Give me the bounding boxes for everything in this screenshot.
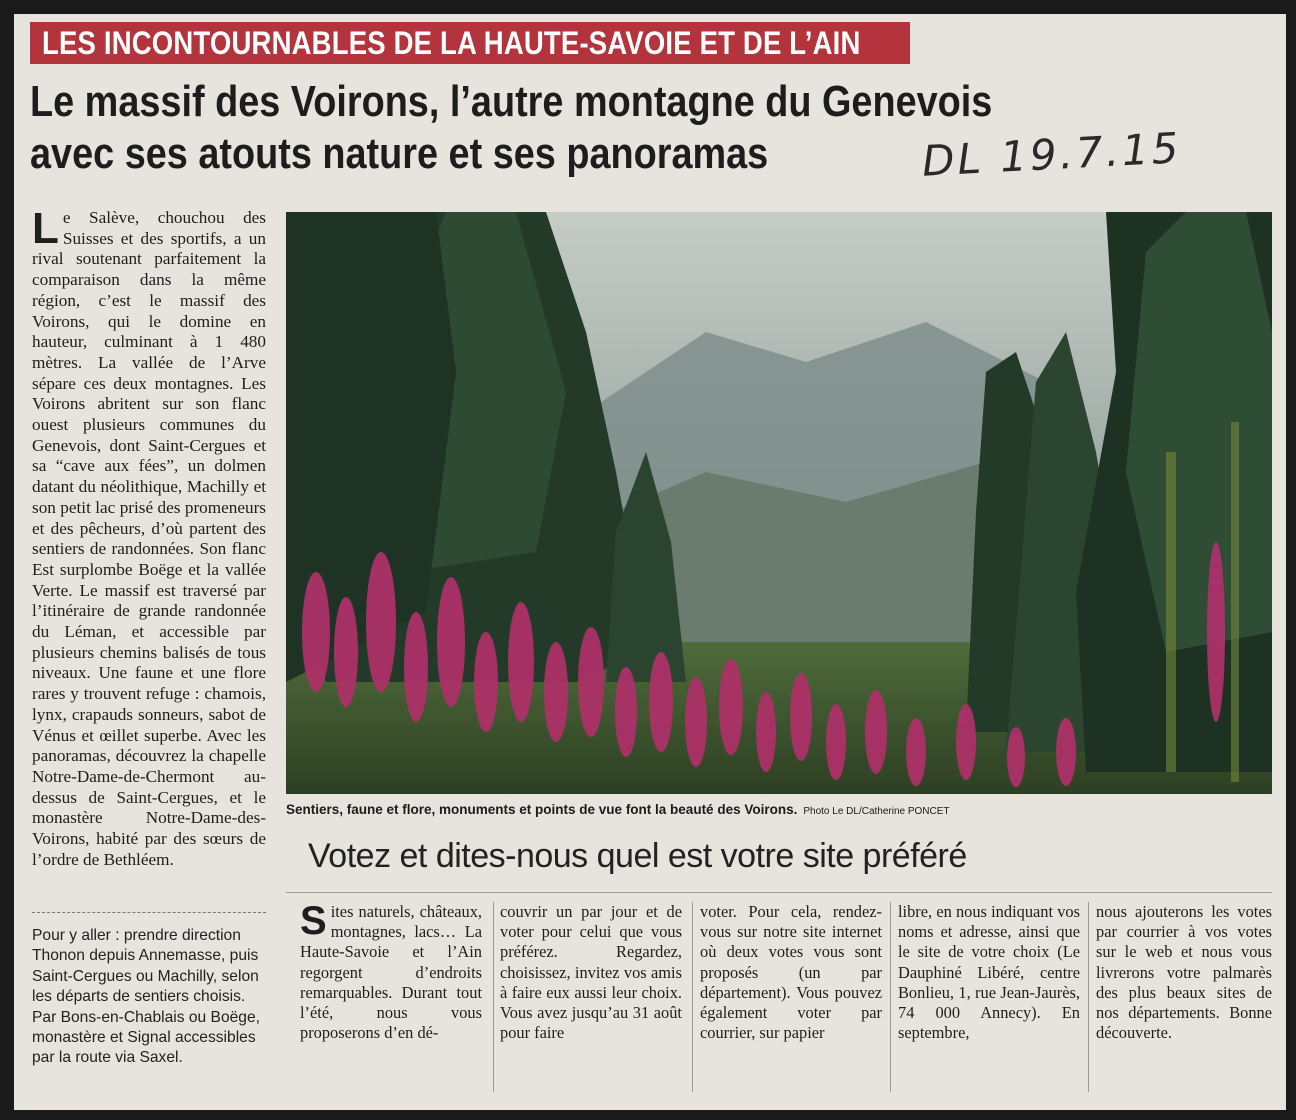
vote-rule xyxy=(286,892,1272,893)
vote-column-1 xyxy=(300,899,482,1043)
vote-title: Votez et dites-nous quel est votre site préféré xyxy=(308,837,967,875)
headline-line-2: avec ses atouts nature et ses panoramas xyxy=(30,129,769,178)
article-text: e Salève, chouchou des Suisses et des sportifs, a un rival soutenant parfaitement la comparaison dans la même région, c’est le massif des Voirons, qui le domine en hauteur, culminant à 1 480 mètres. La vallée de l’Arve sépare ces deux montagnes. Les Voirons abritent sur son flanc ouest plusieurs communes du Genevois, dont Saint-Cergues et sa “cave aux fées”, un dolmen datant du néolithique, Machilly et son petit lac prisé des promeneurs et des pêcheurs, d’où partent des sentiers de randonnées. Son flanc Est surplombe Boëge et la vallée Verte. Le massif est traversé par l’itinéraire de grande randonnée du Léman, et accessible par plusieurs chemins balisés de tous niveaux. Une faune et une flore rares y trouvent refuge : chamois, lynx, crapauds sonneurs, sabot de Vénus et œillet superbe. Avec les panoramas, découvrez la chapelle Notre-Dame-de-Chermont au-dessus de Saint-Cergues, et le monastère Notre-Dame-des-Voirons, habité par des sœurs de l’ordre de Bethléem. xyxy=(32,208,266,869)
caption-text: Sentiers, faune et flore, monuments et points de vue font la beauté des Voirons. xyxy=(286,802,798,817)
article-dropcap: L xyxy=(32,204,59,253)
column-divider xyxy=(493,902,494,1092)
forest-photo xyxy=(286,212,1272,794)
headline-line-1: Le massif des Voirons, l’autre montagne du Genevois xyxy=(30,77,993,126)
column-divider xyxy=(692,902,693,1092)
directions-box: Pour y aller : prendre direction Thonon depuis Annemasse, puis Saint-Cergues ou Machilly, selon les départs de sentiers choisis. Par Bons-en-Chablais ou Boëge, monastère et Signal accessibles par la route via Saxel. xyxy=(32,927,260,1067)
forest-photo-image xyxy=(286,212,1272,794)
vote-dropcap: S xyxy=(300,899,327,943)
section-banner xyxy=(30,22,910,64)
banner-text: LES INCONTOURNABLES DE LA HAUTE-SAVOIE ET DE L’AIN xyxy=(42,25,861,61)
column-divider xyxy=(890,902,891,1092)
vote-column-4: libre, en nous indiquant vos noms et adresse, ainsi que le site de votre choix (Le Dauphiné Libéré, centre Bonlieu, 1, rue Jean-Jaurès, 74 000 Annecy). En septembre, xyxy=(898,902,1080,1043)
photo-caption xyxy=(286,802,1272,817)
info-separator xyxy=(32,912,266,913)
vote-column-2: couvrir un par jour et de voter pour celui que vous préférez. Regardez, choisissez, invitez vos amis à faire eux aussi leur choix. Vous avez jusqu’au 31 août pour faire xyxy=(500,902,682,1043)
handwritten-date-note: DL 19.7.15 xyxy=(920,123,1183,186)
photo-credit: Photo Le DL/Catherine PONCET xyxy=(803,806,950,817)
vote-column-3: voter. Pour cela, rendez-vous sur notre site internet où deux votes vous sont proposés (un par département). Vous pouvez également voter par courrier, sur papier xyxy=(700,902,882,1043)
vote-column-5: nous ajouterons les votes par courrier à vos votes sur le web et nous vous livrerons votre palmarès des plus beaux sites de nos départements. Bonne découverte. xyxy=(1096,902,1272,1043)
article-body xyxy=(32,204,266,871)
vote-col1-text: ites naturels, châteaux, montagnes, lacs… La Haute-Savoie et l’Ain regorgent d’endroits remarquables. Durant tout l’été, nous vous proposerons d’en dé- xyxy=(300,902,482,1043)
column-divider xyxy=(1088,902,1089,1092)
